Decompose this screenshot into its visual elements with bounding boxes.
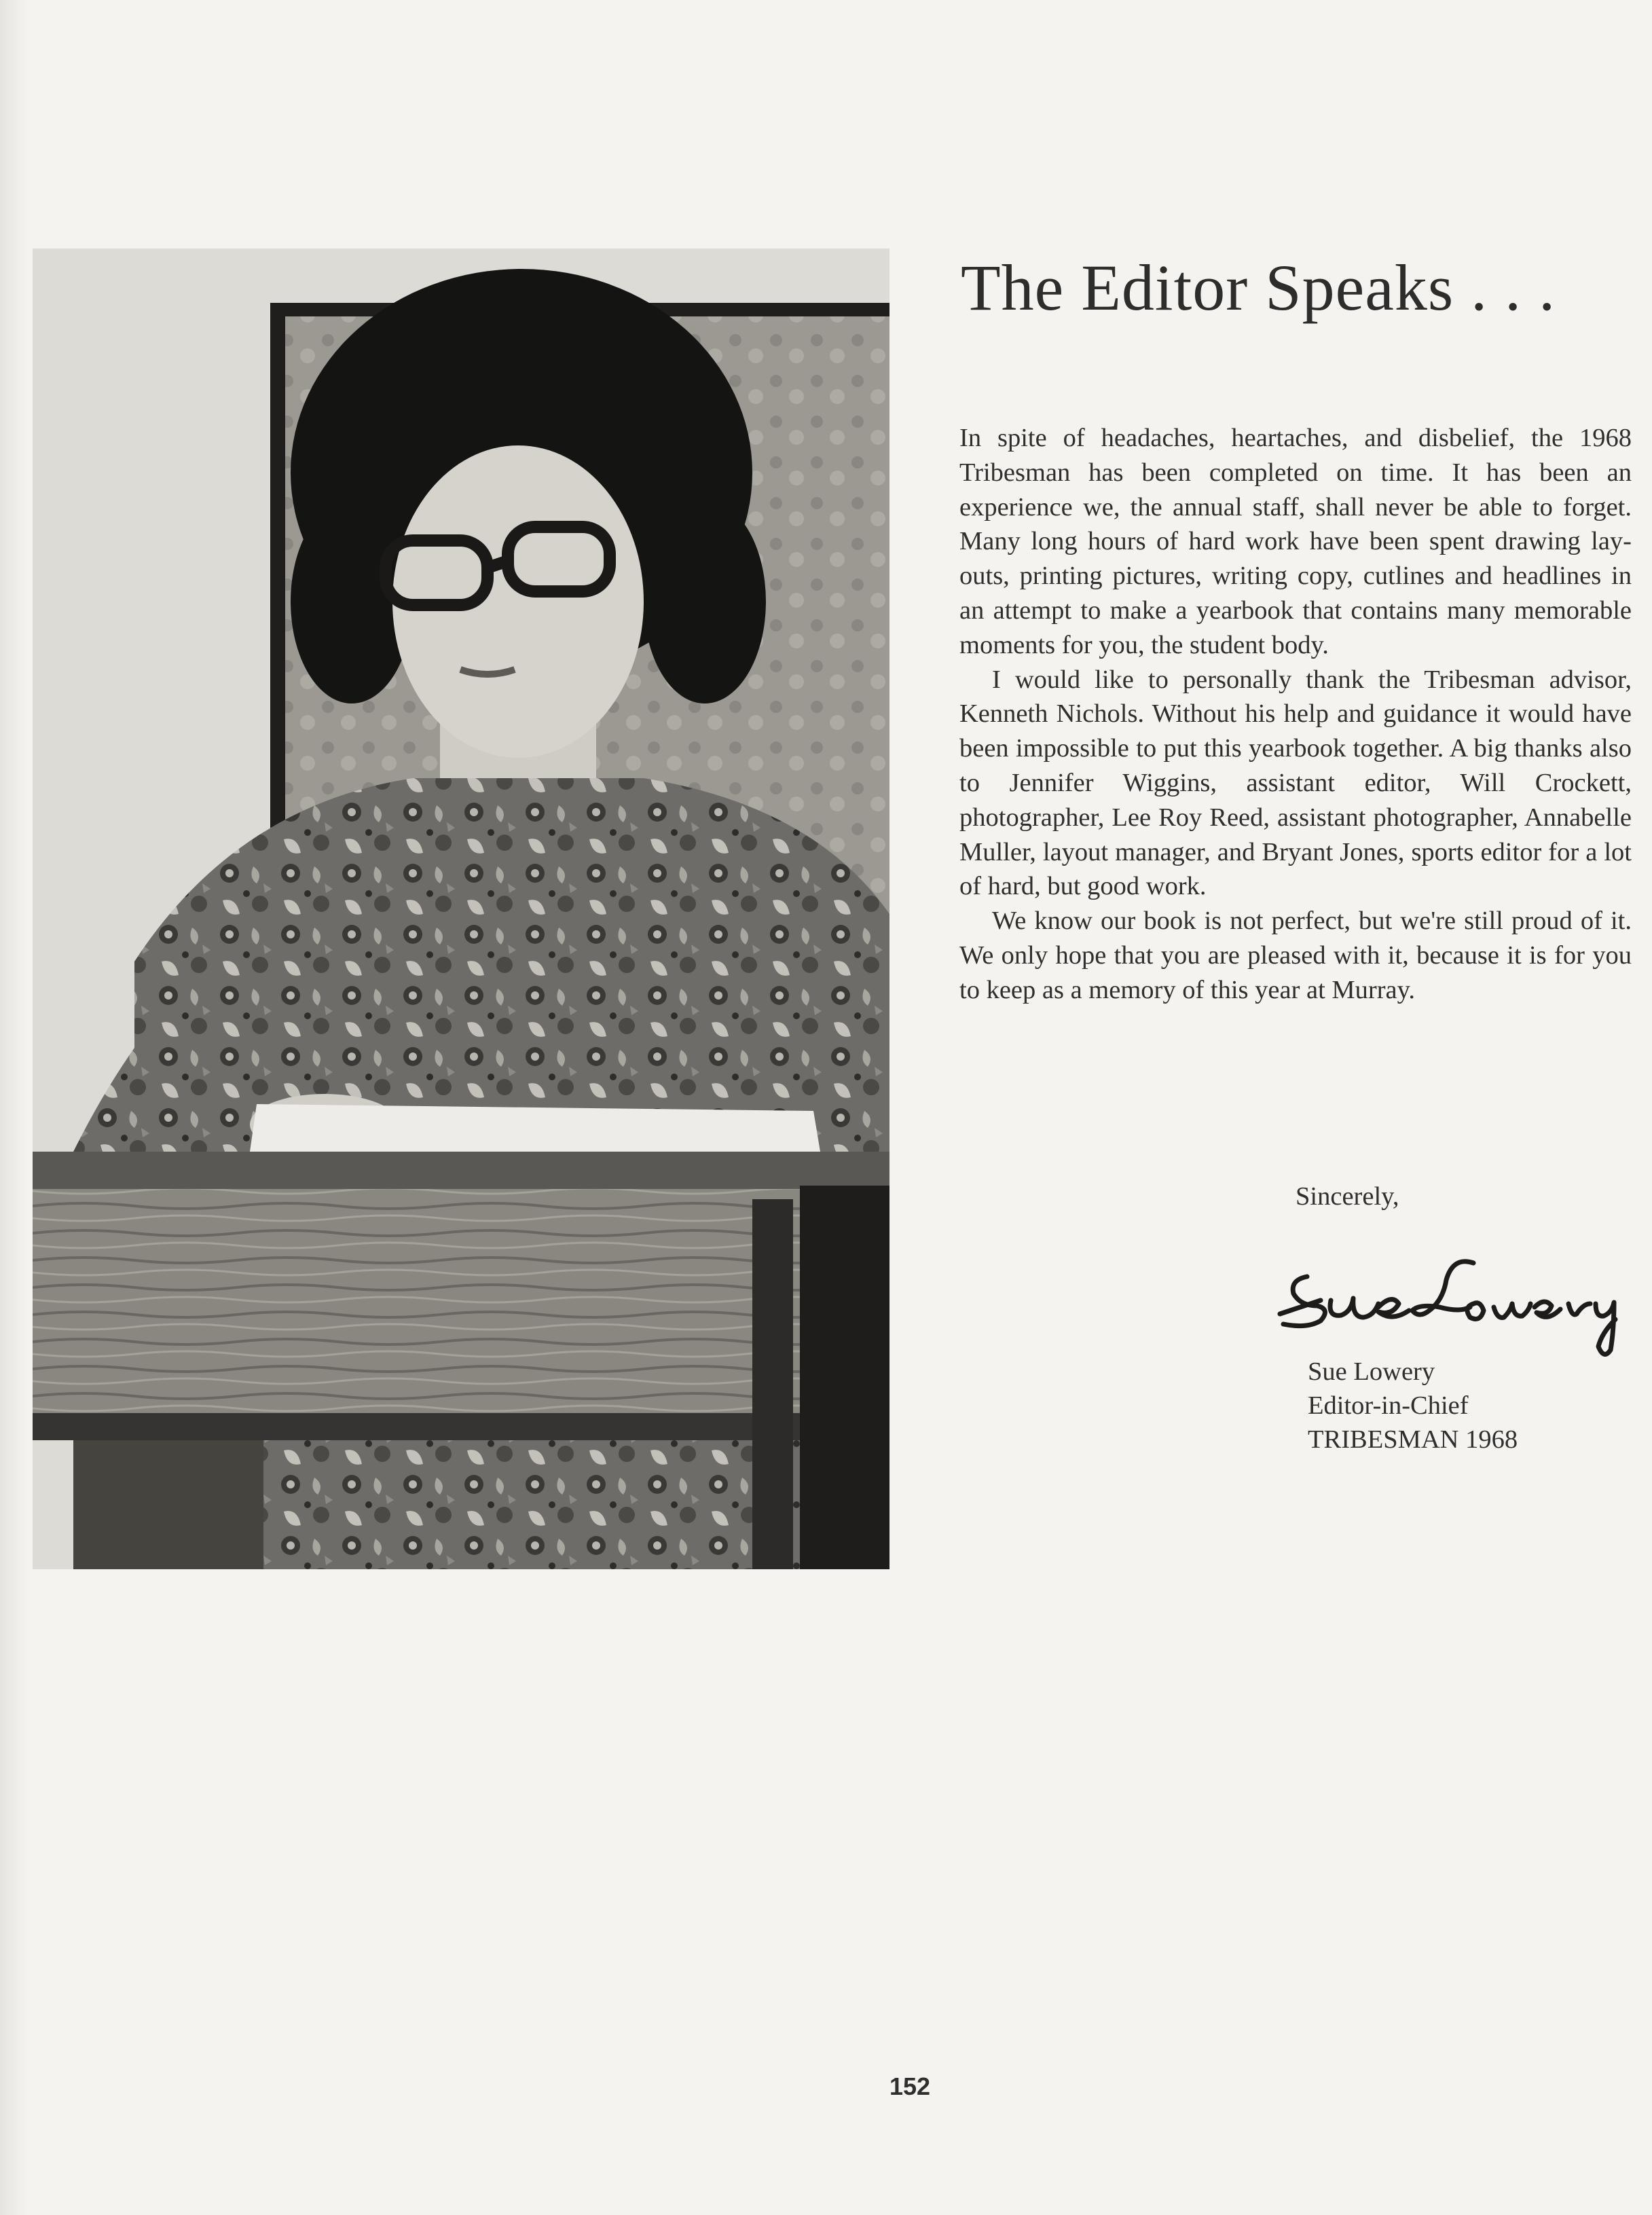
letter-paragraph-1: In spite of headaches, heartaches, and disbelief, the 1968 Tribesman has been completed on time. It has been an experience we, the annual staff, shall never be able to forget. Many long hours of hard work have been spent drawing lay-outs, printing pictures, writing copy, cutlines and headlines in an attempt to make a yearbook that contains many memorable moments for you, the student body. <box>959 424 1632 659</box>
letter-paragraph-3: We know our book is not perfect, but we're still proud of it. We only hope that you are pleased with it, because it is for you to keep as a memory of this year at Murray. <box>959 907 1632 1004</box>
handwritten-signature <box>1270 1236 1636 1365</box>
page-number: 152 <box>889 2072 931 2100</box>
letter-body <box>959 421 1632 1008</box>
signature-block <box>1308 1355 1518 1457</box>
signer-organization: TRIBESMAN 1968 <box>1308 1425 1518 1454</box>
letter-paragraph-2: I would like to personally thank the Tribesman advisor, Kenneth Nichols. Without his help and guidance it would have been impossible to put this yearbook together. A big thanks also to Jennifer Wiggins, assistant editor, Will Crockett, photographer, Lee Roy Reed, assistant photographer, Annabelle Muller, layout manager, and Bryant Jones, sports editor for a lot of hard, but good work. <box>959 665 1632 901</box>
editor-portrait-photo <box>33 249 889 1569</box>
signer-title: Editor-in-Chief <box>1308 1391 1469 1420</box>
signer-name: Sue Lowery <box>1308 1357 1435 1386</box>
page-edge <box>0 0 27 2215</box>
letter-closing: Sincerely, <box>1296 1182 1399 1211</box>
page-title: The Editor Speaks . . . <box>961 251 1556 324</box>
